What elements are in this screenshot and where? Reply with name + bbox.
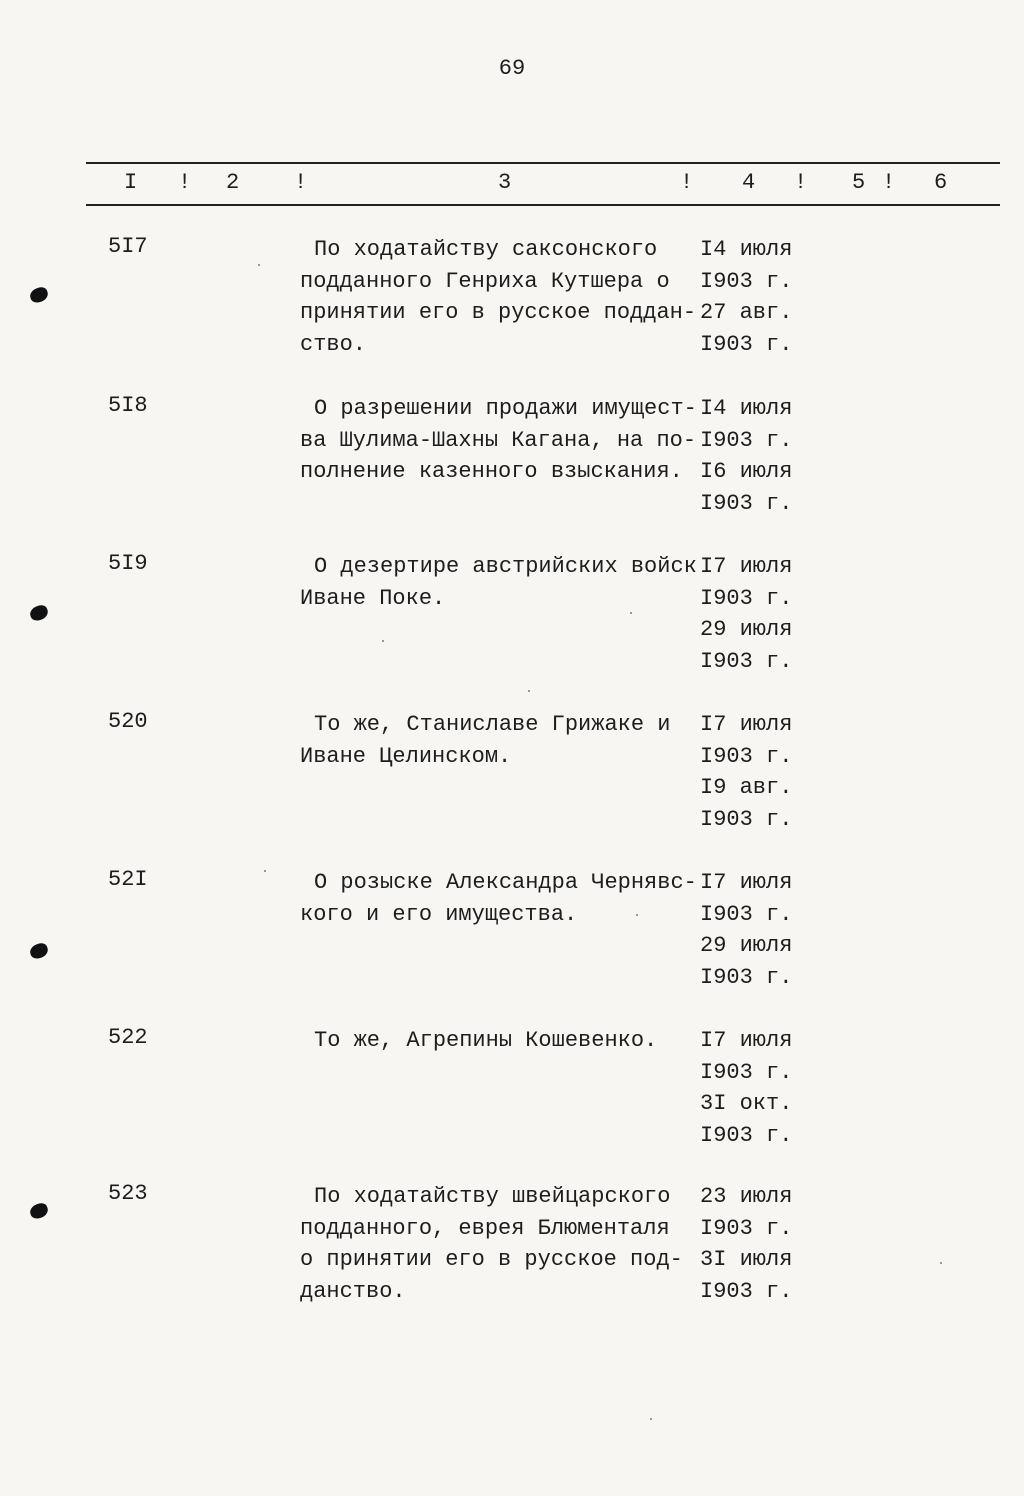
- entry-dates: [700, 393, 820, 519]
- date-line: 27 авг.: [700, 300, 793, 325]
- description-line: кого и его имущества.: [300, 901, 578, 927]
- header-rule-bottom: [86, 204, 1000, 206]
- date-line: I4 июля: [700, 396, 793, 421]
- entry-number: 5I8: [108, 393, 148, 418]
- scan-speck: [940, 1262, 942, 1264]
- entry-number: 5I7: [108, 234, 148, 259]
- entry-description: [300, 234, 697, 360]
- description-line: принятии его в русское поддан-: [300, 300, 697, 325]
- header-col-6: 6: [934, 170, 948, 195]
- entry-dates: [700, 1025, 820, 1151]
- date-line: I4 июля: [700, 237, 793, 262]
- entry-description: [300, 393, 697, 488]
- header-separator: !: [294, 170, 308, 195]
- scan-speck: [630, 612, 632, 614]
- date-line: I903 г.: [700, 585, 793, 611]
- table-row: [0, 1181, 1024, 1311]
- entry-dates: [700, 1181, 820, 1307]
- table-row: [0, 867, 1024, 997]
- date-line: 3I июля: [700, 1247, 793, 1272]
- date-line: I903 г.: [700, 806, 793, 832]
- date-line: I903 г.: [700, 490, 793, 516]
- header-col-3: 3: [498, 170, 512, 195]
- page-number: 69: [498, 56, 526, 81]
- entry-dates: [700, 234, 820, 360]
- entry-description: [300, 1181, 692, 1307]
- date-line: I6 июля: [700, 459, 793, 484]
- description-line: О розыске Александра Чернявс-: [314, 870, 697, 895]
- header-rule-top: [86, 162, 1000, 164]
- description-line: полнение казенного взыскания.: [300, 459, 683, 484]
- date-line: I903 г.: [700, 1059, 793, 1085]
- entry-description: [300, 867, 697, 930]
- header-separator: !: [178, 170, 192, 195]
- date-line: I7 июля: [700, 712, 793, 737]
- description-line: о принятии его в русское под-: [300, 1247, 683, 1272]
- table-row: [0, 393, 1024, 523]
- entry-number: 523: [108, 1181, 148, 1206]
- description-line: О дезертире австрийских войск: [314, 554, 697, 579]
- description-line: ва Шулима-Шахны Кагана, на по-: [300, 427, 697, 453]
- date-line: I903 г.: [700, 268, 793, 294]
- entry-description: [300, 551, 697, 614]
- entry-number: 520: [108, 709, 148, 734]
- date-line: I7 июля: [700, 1028, 793, 1053]
- table-row: [0, 234, 1024, 364]
- description-line: подданного, еврея Блюменталя: [300, 1215, 670, 1241]
- date-line: I903 г.: [700, 427, 793, 453]
- date-line: I903 г.: [700, 964, 793, 990]
- description-line: По ходатайству швейцарского: [314, 1184, 671, 1209]
- description-line: Иване Целинском.: [300, 743, 512, 769]
- header-col-4: 4: [742, 170, 756, 195]
- description-line: подданного Генриха Кутшера о: [300, 268, 670, 294]
- table-row: [0, 1025, 1024, 1155]
- entry-number: 5I9: [108, 551, 148, 576]
- description-line: О разрешении продажи имущест-: [314, 396, 697, 421]
- date-line: 23 июля: [700, 1184, 793, 1209]
- table-row: [0, 709, 1024, 839]
- entry-dates: [700, 867, 820, 993]
- date-line: I9 авг.: [700, 775, 793, 800]
- date-line: 29 июля: [700, 933, 793, 958]
- scan-speck: [258, 264, 260, 266]
- entry-dates: [700, 709, 820, 835]
- header-col-2: 2: [226, 170, 240, 195]
- date-line: I903 г.: [700, 331, 793, 357]
- entry-number: 522: [108, 1025, 148, 1050]
- table-row: [0, 551, 1024, 681]
- date-line: I903 г.: [700, 901, 793, 927]
- date-line: I903 г.: [700, 1122, 793, 1148]
- description-line: ство.: [300, 331, 367, 357]
- description-line: То же, Агрепины Кошевенко.: [314, 1028, 658, 1053]
- scan-speck: [636, 914, 638, 916]
- date-line: 29 июля: [700, 617, 793, 642]
- scan-speck: [528, 690, 530, 692]
- description-line: данство.: [300, 1278, 406, 1304]
- date-line: I7 июля: [700, 554, 793, 579]
- entry-description: [300, 1025, 692, 1057]
- entry-dates: [700, 551, 820, 677]
- description-line: Иване Поке.: [300, 585, 446, 611]
- header-separator: !: [680, 170, 694, 195]
- date-line: I7 июля: [700, 870, 793, 895]
- header-col-5: 5: [852, 170, 866, 195]
- scan-speck: [264, 870, 266, 872]
- date-line: 3I окт.: [700, 1091, 793, 1116]
- header-separator: !: [794, 170, 808, 195]
- date-line: I903 г.: [700, 648, 793, 674]
- entry-number: 52I: [108, 867, 148, 892]
- date-line: I903 г.: [700, 1278, 793, 1304]
- header-col-1: I: [124, 170, 138, 195]
- description-line: По ходатайству саксонского: [314, 237, 658, 262]
- header-separator: !: [882, 170, 896, 195]
- date-line: I903 г.: [700, 743, 793, 769]
- description-line: То же, Станиславе Грижаке и: [314, 712, 671, 737]
- scan-speck: [650, 1418, 652, 1420]
- scan-speck: [382, 640, 384, 642]
- entry-description: [300, 709, 692, 772]
- date-line: I903 г.: [700, 1215, 793, 1241]
